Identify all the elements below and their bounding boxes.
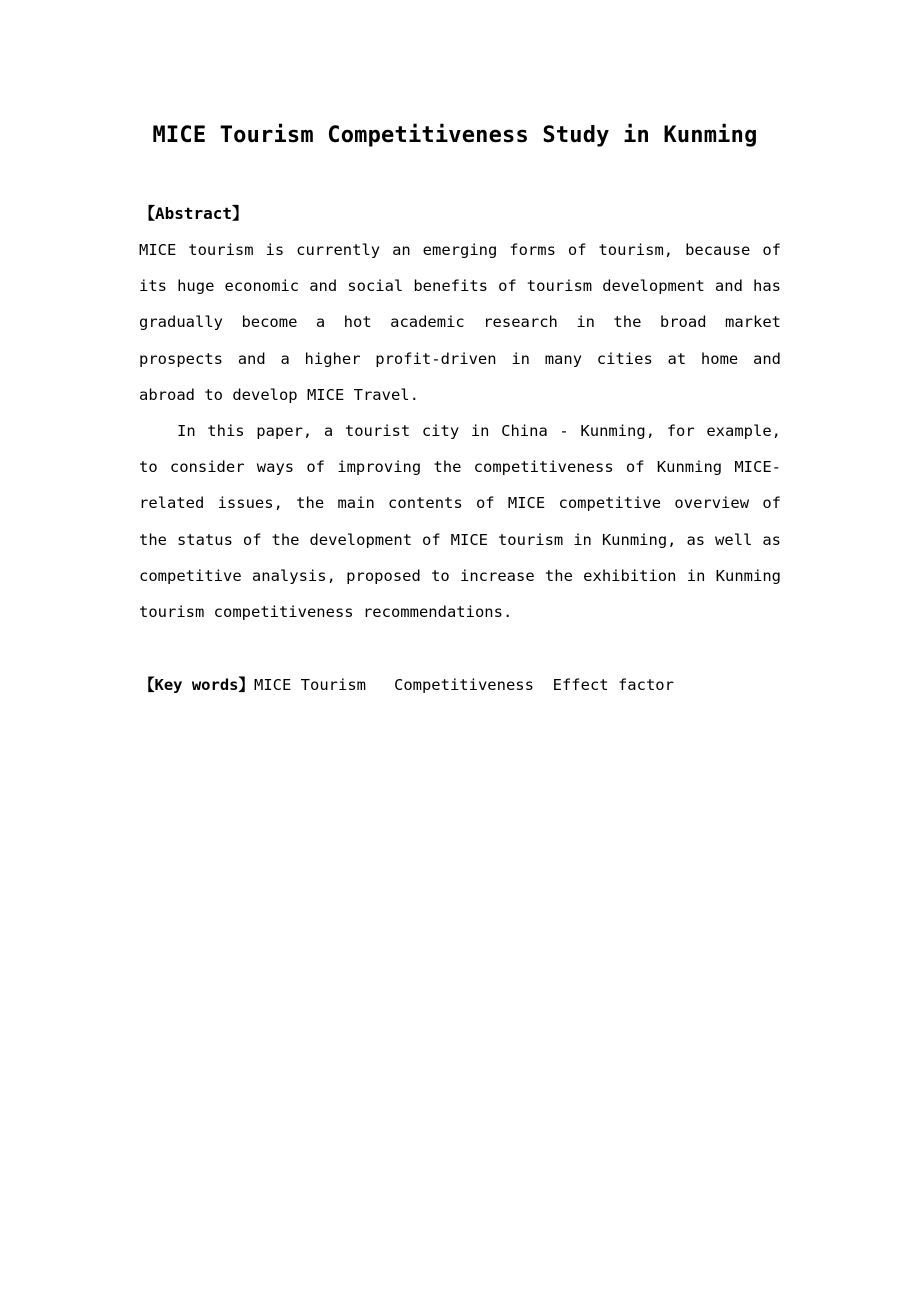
abstract-heading: 【Abstract】	[139, 204, 249, 223]
keyword-item: Effect factor	[552, 676, 674, 694]
abstract-paragraph-2: In this paper, a tourist city in China - Kunming, for example, to consider ways of improving the competitiveness of Kunming MICE-related issues, the main contents of MICE competitive overview of the status of the development of MICE tourism in Kunming, as well as competitive analysis, proposed to increase the exhibition in Kunming tourism competitiveness recommendations.	[139, 422, 781, 622]
abstract-body	[139, 232, 781, 630]
keywords-label: 【Key words】	[139, 676, 254, 694]
keyword-item: MICE Tourism	[254, 676, 366, 694]
keywords-line	[139, 672, 674, 698]
keyword-item: Competitiveness	[393, 676, 534, 694]
abstract-paragraph-1: MICE tourism is currently an emerging forms of tourism, because of its huge economic and social benefits of tourism development and has gradually become a hot academic research in the broad market prospects and a higher profit-driven in many cities at home and abroad to develop MICE Travel.	[139, 241, 781, 404]
document-title: MICE Tourism Competitiveness Study in Kunming	[152, 123, 758, 148]
